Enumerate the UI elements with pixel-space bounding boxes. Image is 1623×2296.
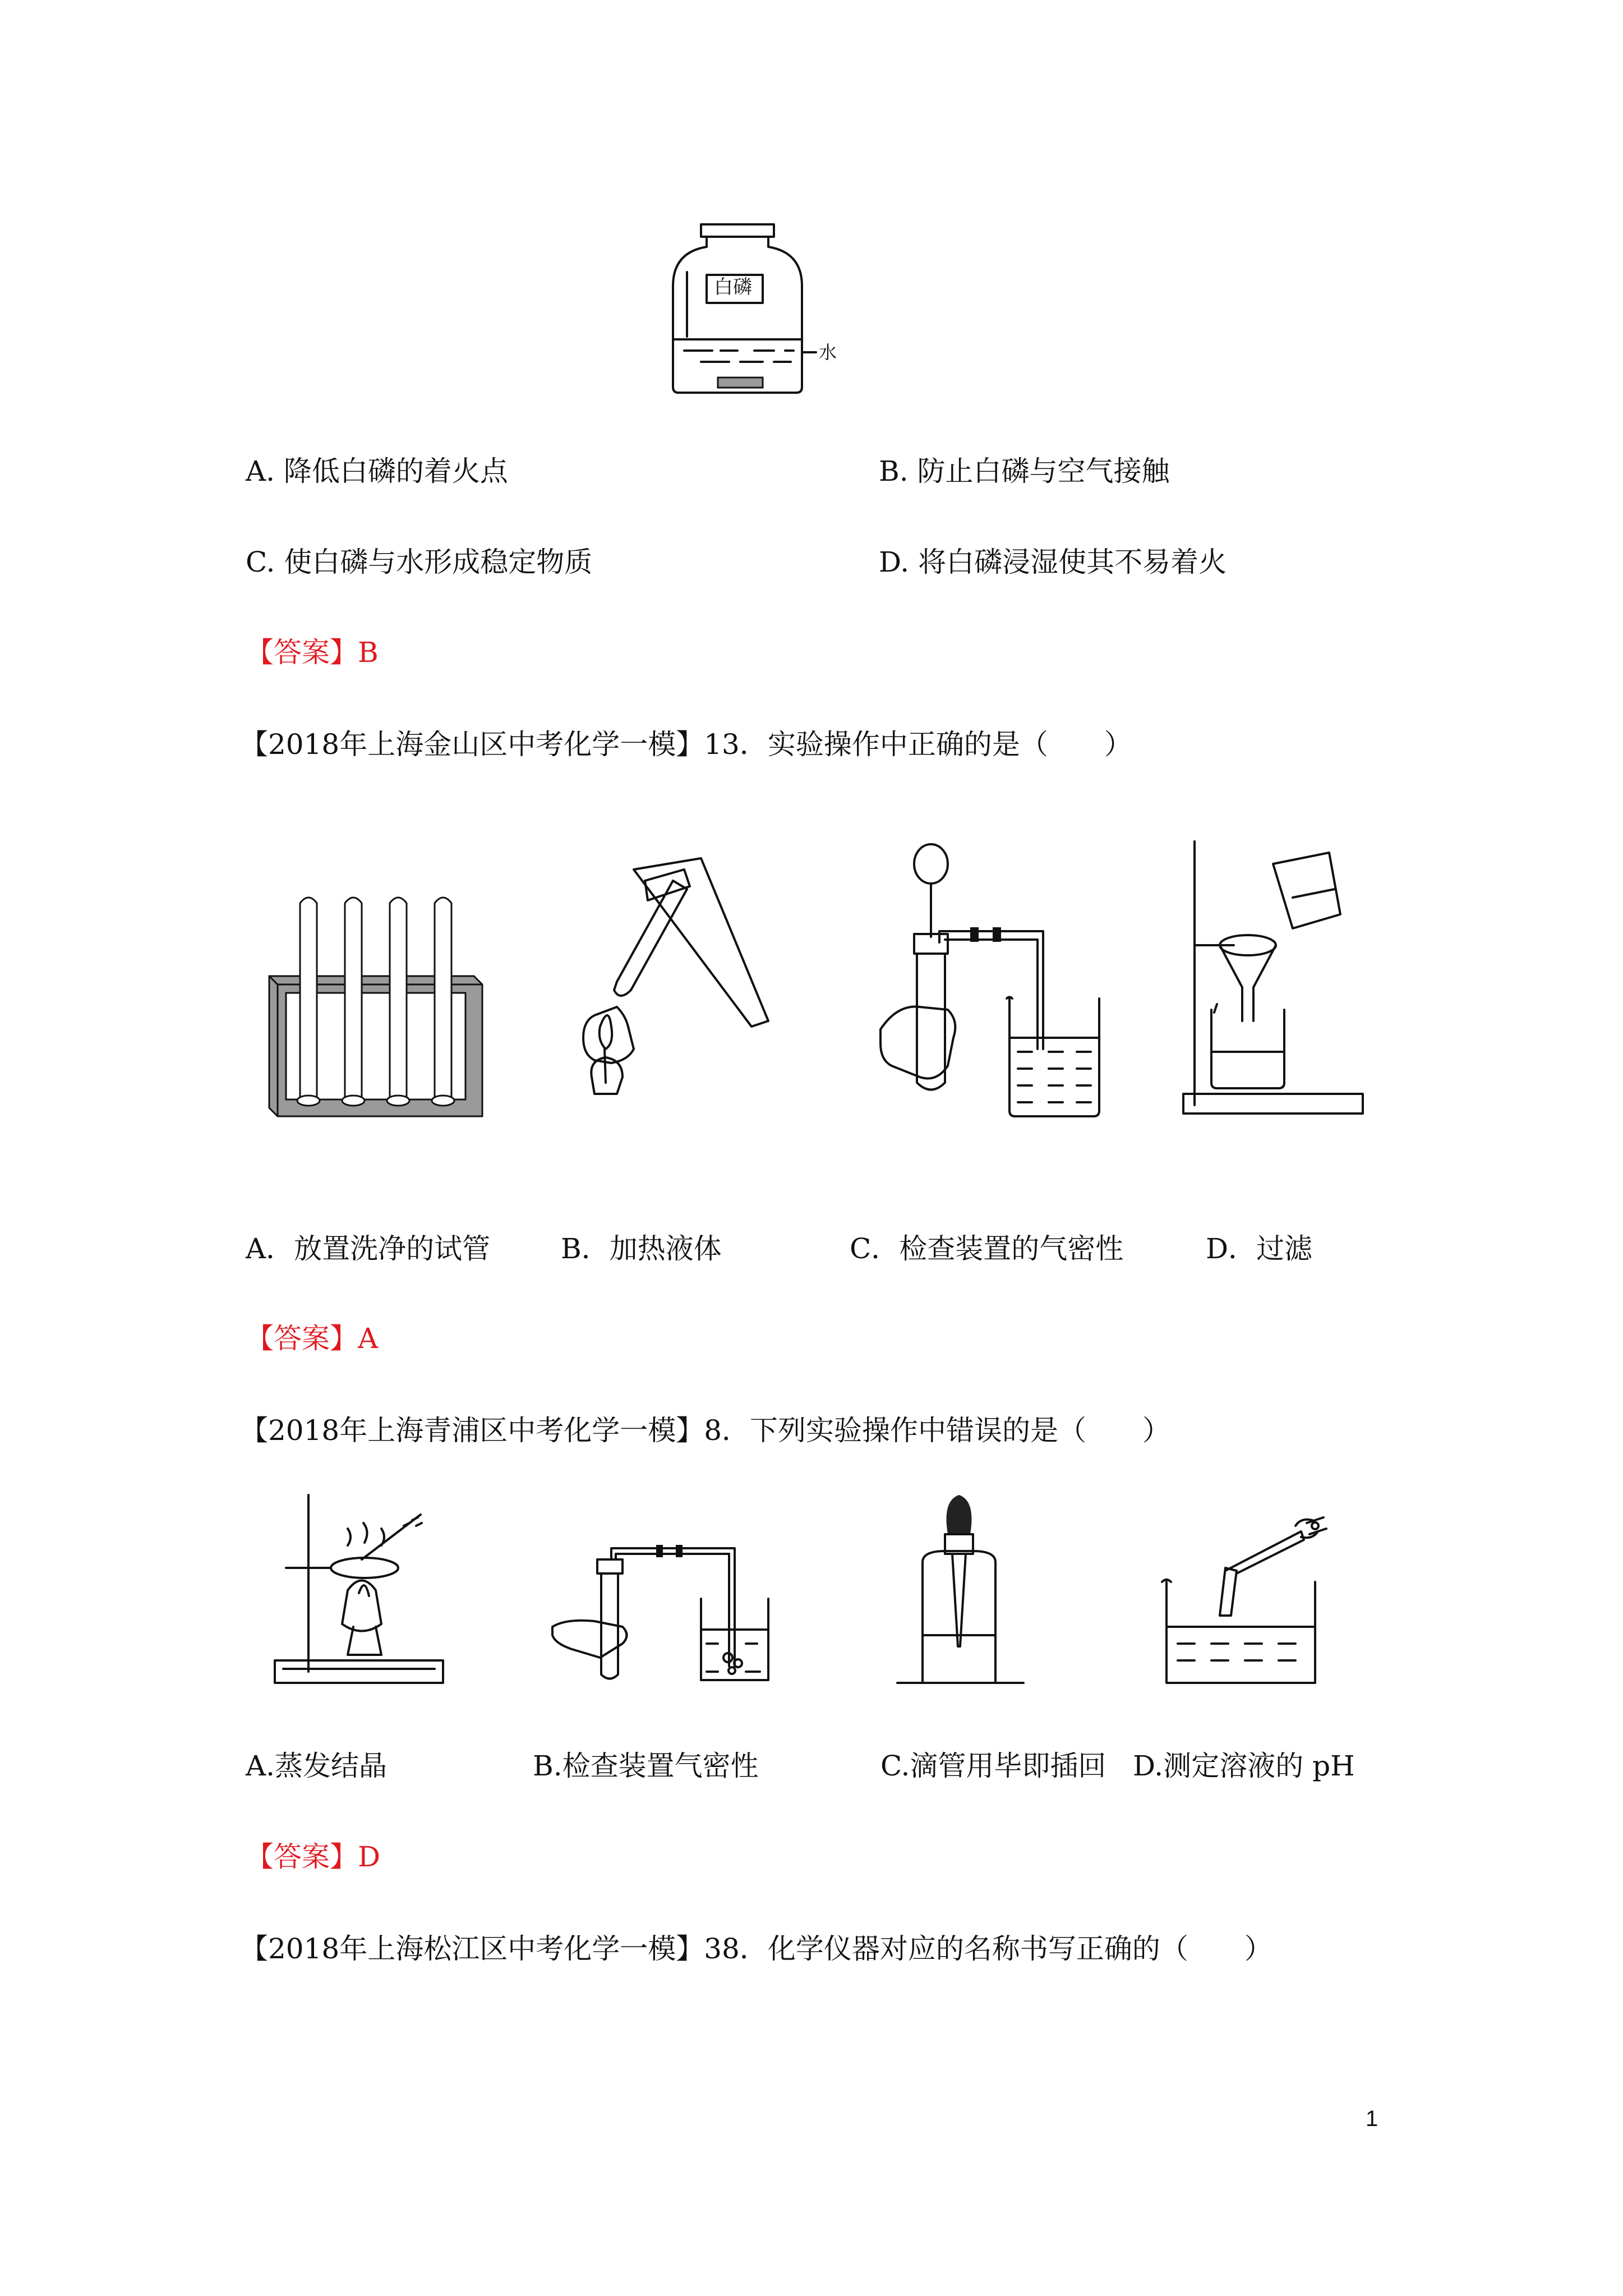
q13-option-a: A．放置洗净的试管	[246, 1232, 491, 1265]
q8-option-c: C.滴管用毕即插回	[880, 1750, 1106, 1782]
q12-option-a: A. 降低白磷的着火点	[246, 455, 508, 487]
q8-option-b: B.检查装置气密性	[533, 1750, 759, 1782]
q13-option-c: C．检查装置的气密性	[850, 1232, 1124, 1265]
answer-tag: 【答案】	[246, 636, 358, 669]
q38-title: 【2018年上海松江区中考化学一模】38．化学仪器对应的名称书写正确的（ ）	[240, 1932, 1272, 1965]
q8-answer	[246, 1840, 380, 1874]
answer-value: D	[358, 1841, 381, 1873]
dropper-bottle-figure	[886, 1489, 1032, 1697]
answer-tag: 【答案】	[246, 1841, 358, 1873]
filtration-figure	[1172, 836, 1385, 1128]
water-label: 水	[819, 342, 837, 363]
q12-option-b: B. 防止白磷与空气接触	[879, 455, 1170, 487]
q12-option-c: C. 使白磷与水形成稳定物质	[246, 546, 593, 578]
answer-value: A	[358, 1322, 379, 1355]
evaporation-figure	[269, 1492, 471, 1694]
test-tube-rack-figure	[264, 892, 488, 1128]
heating-liquid-figure	[561, 847, 780, 1116]
white-phosphorus-bottle-figure	[662, 219, 852, 398]
q8-airtightness-figure	[550, 1537, 763, 1694]
q12-option-d: D. 将白磷浸湿使其不易着火	[879, 546, 1227, 578]
answer-value: B	[358, 636, 379, 669]
q8-option-d: D.测定溶液的 pH	[1133, 1750, 1355, 1782]
q13-answer	[246, 1322, 378, 1355]
q13-title: 【2018年上海金山区中考化学一模】13．实验操作中正确的是（ ）	[240, 728, 1132, 761]
ph-test-figure	[1133, 1515, 1368, 1694]
airtightness-check-figure	[875, 836, 1110, 1128]
page-number: 1	[1366, 2106, 1378, 2131]
q8-option-a: A.蒸发结晶	[246, 1750, 388, 1782]
q8-title: 【2018年上海青浦区中考化学一模】8．下列实验操作中错误的是（ ）	[240, 1414, 1171, 1447]
bottle-label: 白磷	[714, 276, 752, 298]
q13-option-d: D．过滤	[1206, 1232, 1313, 1265]
q12-answer	[246, 636, 379, 669]
q13-option-b: B．加热液体	[561, 1232, 722, 1265]
answer-tag: 【答案】	[246, 1322, 358, 1355]
